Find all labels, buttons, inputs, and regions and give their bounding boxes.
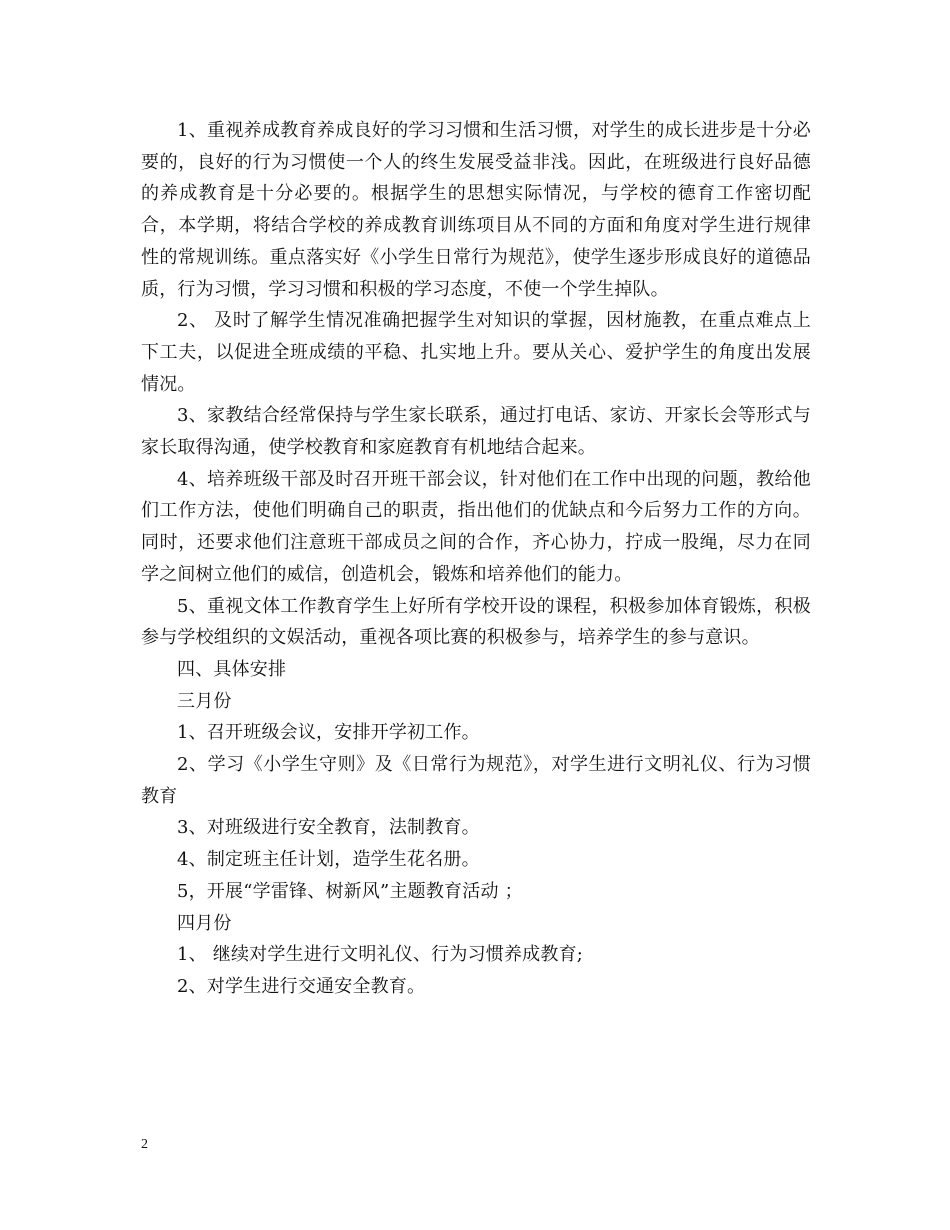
month-heading-april: 四月份 xyxy=(177,912,232,934)
paragraph-student-situation: 2、 及时了解学生情况准确把握学生对知识的掌握，因材施教，在重点难点上下工夫，以促进全班成绩的平稳、扎实地上升。要从关心、爱护学生的角度出发展情况。 xyxy=(141,310,811,395)
section-heading-arrangement: 四、具体安排 xyxy=(177,658,287,680)
paragraph-class-cadres: 4、培养班级干部及时召开班干部会议，针对他们在工作中出现的问题，教给他们工作方法，使他们明确自己的职责，指出他们的优缺点和今后努力工作的方向。同时，还要求他们注意班干部成员之间的合作，齐心协力，拧成一股绳，尽力在同学之间树立他们的威信，创造机会，锻炼和培养他们的能力。 xyxy=(141,468,811,585)
march-item-2: 2、学习《小学生守则》及《日常行为规范》，对学生进行文明礼仪、行为习惯教育 xyxy=(141,754,811,807)
april-item-1: 1、 继续对学生进行文明礼仪、行为习惯养成教育; xyxy=(177,944,584,966)
document-body xyxy=(141,115,811,1003)
april-item-2: 2、对学生进行交通安全教育。 xyxy=(177,975,426,997)
month-heading-march: 三月份 xyxy=(177,690,232,712)
page-number: 2 xyxy=(141,1137,148,1152)
march-item-5: 5，开展“学雷锋、树新风”主题教育活动 ； xyxy=(177,880,523,902)
march-item-1: 1、召开班级会议，安排开学初工作。 xyxy=(177,722,480,744)
paragraph-habit-education: 1、重视养成教育养成良好的学习习惯和生活习惯，对学生的成长进步是十分必要的，良好的行为习惯使一个人的终生发展受益非浅。因此，在班级进行良好品德的养成教育是十分必要的。根据学生的思想实际情况，与学校的德育工作密切配合，本学期，将结合学校的养成教育训练项目从不同的方面和角度对学生进行规律性的常规训练。重点落实好《小学生日常行为规范》，使学生逐步形成良好的道德品质，行为习惯，学习习惯和积极的学习态度，不使一个学生掉队。 xyxy=(141,120,811,300)
march-item-4: 4、制定班主任计划，造学生花名册。 xyxy=(177,849,480,871)
march-item-3: 3、对班级进行安全教育，法制教育。 xyxy=(177,817,480,839)
paragraph-sports-culture: 5、重视文体工作教育学生上好所有学校开设的课程，积极参加体育锻炼，积极参与学校组织的文娱活动，重视各项比赛的积极参与，培养学生的参与意识。 xyxy=(141,595,811,649)
paragraph-family-cooperation: 3、家教结合经常保持与学生家长联系，通过打电话、家访、开家长会等形式与家长取得沟通，使学校教育和家庭教育有机地结合起来。 xyxy=(141,405,811,459)
